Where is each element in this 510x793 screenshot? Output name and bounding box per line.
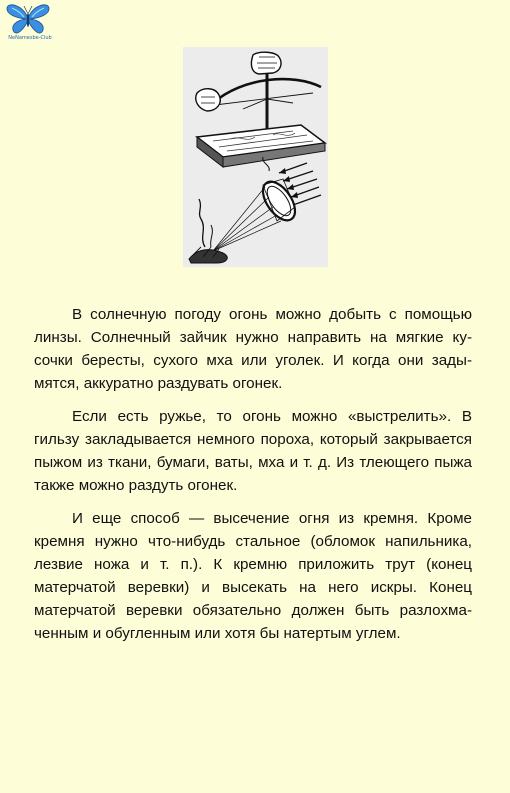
fire-starting-illustration bbox=[183, 47, 328, 267]
paragraph-gun: Если есть ружье, то огонь можно «выстрелить». В гильзу закладывается немного пороха, который закрывается пыжом из ткани, бумаги, ваты, мха и т. д. Из тлеющего пыжа также можно раздуть огонек. bbox=[34, 408, 472, 494]
paragraph-flint: И еще способ — высечение огня из кремня. Кроме кремня нужно что-нибудь стальное (обломок напильника, лезвие ножа и т. п.). К кремню приложить трут (конец матерчатой веревки) и высекать на него искры. Конец матерчатой веревки обязательно должен быть разлохмаченным и обугленным или хотя бы натертым углем. bbox=[34, 510, 472, 642]
paragraph-lens: В солнечную погоду огонь можно добыть с помощью линзы. Солнечный зайчик нужно направить на мягкие кусочки бересты, сухого мха или уголек. И когда они задымятся, аккуратно раздувать огонек. bbox=[34, 306, 472, 392]
site-logo[interactable] bbox=[4, 2, 52, 44]
article-text bbox=[34, 303, 472, 655]
butterfly-icon bbox=[4, 2, 52, 36]
logo-text: NeNamesbe-Club bbox=[8, 35, 52, 41]
